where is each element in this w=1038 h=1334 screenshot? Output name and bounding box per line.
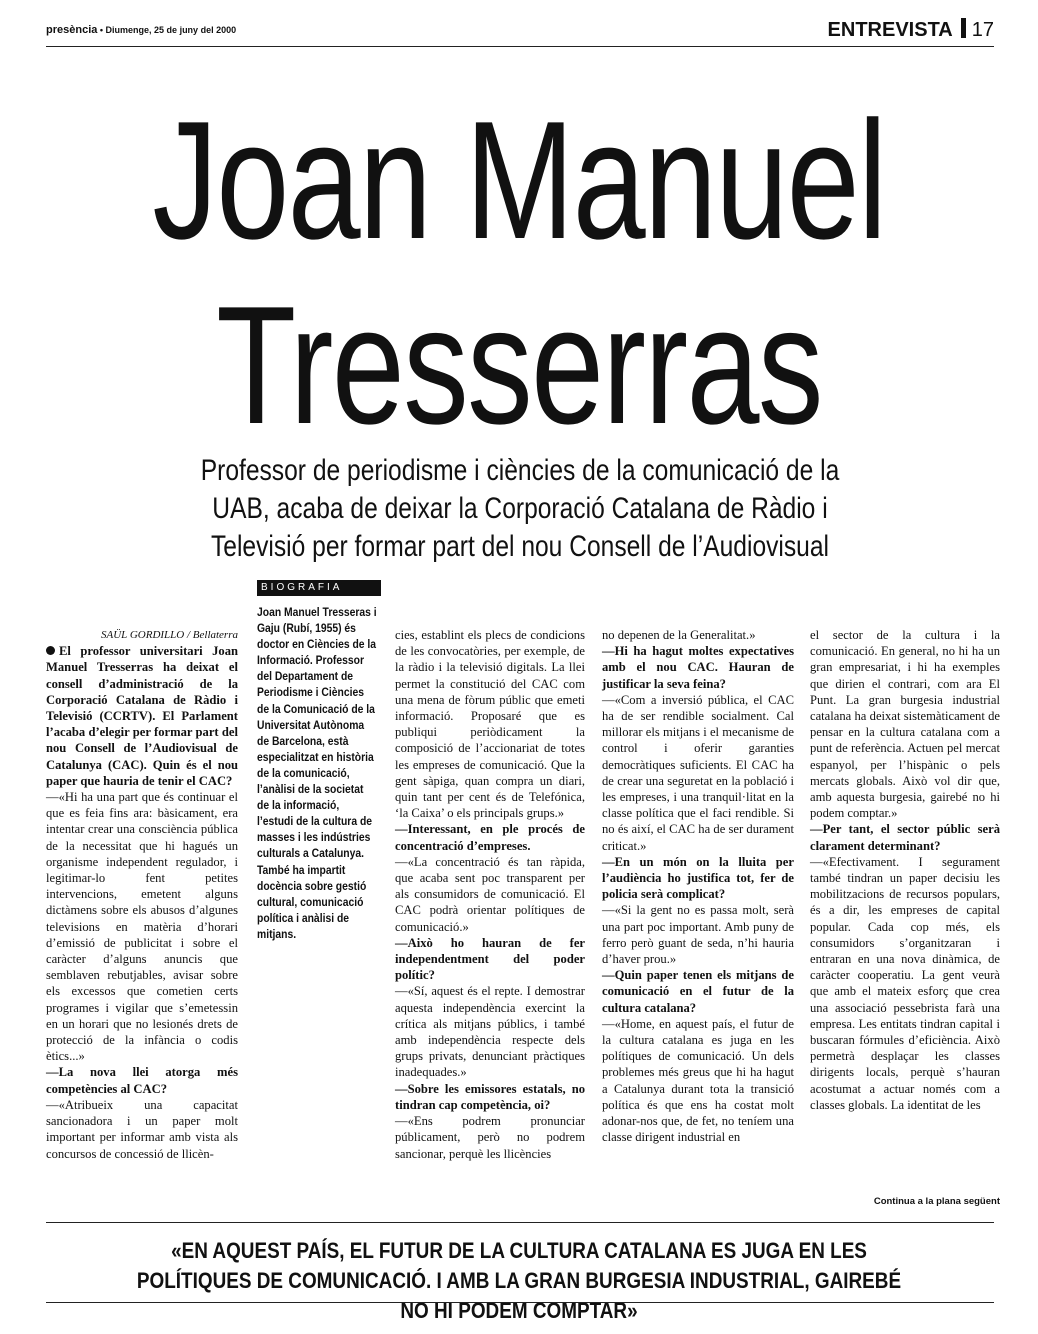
question-paragraph: —Sobre les emissores estatals, no tindran cap competència, oi? [395, 1081, 585, 1112]
pull-quote: «EN AQUEST PAÍS, EL FUTUR DE LA CULTURA CATALANA ES JUGA EN LES POLÍTIQUES DE COMUNICACIÓ. I AMB LA GRAN BURGESIA INDUSTRIAL, GAIREBÉ NO HI PODEM COMPTAR» [136, 1238, 902, 1323]
answer-paragraph: cies, establint els plecs de condicions de les convocatòries, per exemple, de la ràdio i la televisió digitals. La llei permet la constitució del CAC com una mena de fòrum públic que emeti informació. Proposaré que es publiqui periòdicament la composició de l’accionariat de totes les empreses de comunicació. Que la gent sàpiga, quan compra un diari, quin tant per cent és de Telefónica, ‘la Caixa’ o els principals grups.» [395, 628, 585, 821]
byline: SAÜL GORDILLO / Bellaterra [101, 629, 238, 641]
answer-paragraph: —«Atribueix una capacitat sancionadora i un paper molt important per informar amb vista als concursos de concessió de llicèn- [46, 1097, 238, 1161]
question-paragraph: —La nova llei atorga més competències al CAC? [46, 1065, 238, 1096]
question-paragraph: —En un món on la lluita per l’audiència ho justifica tot, fer de policia serà complicat? [602, 854, 794, 902]
question-paragraph: —Quin paper tenen els mitjans de comunicació en el futur de la cultura catalana? [602, 968, 794, 1015]
question-paragraph: —Per tant, el sector públic serà clarament determinant? [810, 822, 1000, 853]
answer-paragraph: —«Efectivament. I segurament també tindran un paper decisiu les mobilitzacions de recursos populars, és a dir, les empreses de capital popular. Cada cop més, els consumidors s’organitzaran i entraran en una nova dinàmica, de caràcter cooperatiu. La gent veurà que amb el mateix esforç que crea una associació pessebrista farà una empresa. Les entitats tindran capital i buscaran fórmules d’eficiència. Això permetrà desplaçar les classes dirigents locals, perquè s’hauran acostumat a actuar només com a classes globals. La identitat de les [810, 854, 1000, 1112]
continued-note: Continua a la plana següent [873, 1196, 1000, 1207]
answer-paragraph: —«Com a inversió pública, el CAC ha de ser rendible socialment. Cal millorar els mitjans i el mecanisme de control i oferir garanties democràtiques suficients. El CAC ha de crear una seguretat en la població i les empreses, i una tranquil·litat en la classe política que el faci rendible. Si no és així, el CAC ha de ser durament criticat.» [602, 692, 794, 853]
answer-paragraph: —«Ens podrem pronunciar públicament, però no podrem sancionar, perquè les llicències [395, 1114, 585, 1161]
section-name: ENTREVISTA [827, 19, 953, 41]
answer-paragraph: —«La concentració és tan ràpida, que acaba sent poc transparent per als consumidors de comunicació. El CAC podrà orientar polítiques de comunicació.» [395, 854, 585, 934]
article-column-1 [46, 627, 238, 1162]
publication-name: presència [46, 24, 98, 36]
question-paragraph: —Això ho hauran de fer independentment del poder polític? [395, 935, 585, 983]
article-column-2 [395, 627, 585, 1162]
issue-date: • Diumenge, 25 de juny del 2000 [99, 25, 237, 35]
headline-line-2: Tresserras [216, 271, 822, 459]
page-number: 17 [971, 19, 994, 41]
answer-paragraph: —«Si la gent no es passa molt, serà una part poc important. Amb puny de ferro però guant de seda, n’hi hauria d’haver prou.» [602, 903, 794, 967]
answer-paragraph: —«Hi ha una part que és continuar el que es feia fins ara: bàsicament, era intentar crear una consciència pública de la necessitat que hi hagués un organisme independent regulador, i legitimar-lo fent petites intervencions, emetent alguns dictàmens sobre els abusos d’algunes televisions en matèria d’horari d’emissió de publicitat i sobre el caràcter d’alguns anuncis que semblaven rebutjables, avisar sobre els excessos que cometien certs programes i vigilar que s’emetessin en un horari que no lesionés drets de protecció de la infància o codis ètics...» [46, 790, 238, 1064]
biography-text: Joan Manuel Tresseras i Gaju (Rubí, 1955) és doctor en Ciències de la Informació. Professor del Departament de Periodisme i Ciències de la Comunicació de la Universitat Autònoma de Barcelona, està especialitzat en història de la comunicació, l’anàlisi de la societat de la informació, l’estudi de la cultura de masses i les indústries culturals a Catalunya. També ha impartit docència sobre gestió cultural, comunicació política i anàlisi de mitjans. [257, 607, 377, 941]
subheadline: Professor de periodisme i ciències de la comunicació de la UAB, acaba de deixar la Corporació Catalana de Ràdio i Televisió per formar part del nou Consell de l’Audiovisual [200, 454, 840, 563]
article-column-4 [810, 627, 1000, 1113]
pull-quote-rule-bottom [46, 1302, 994, 1303]
question-paragraph: —Interessant, en ple procés de concentració d’empreses. [395, 822, 585, 853]
answer-paragraph: —«Sí, aquest és el repte. I demostrar aquesta independència exercint la crítica als mitjans públics, i també amb independència respecte dels grups privats, denunciant pràctiques inadequades.» [395, 984, 585, 1080]
answer-paragraph: el sector de la cultura i la comunicació. En general, no hi ha un gran empresariat, i hi ha exemples que dirien el contrari, com ara El Punt. La gran burgesia industrial catalana ha deixat sistemàticament de pensar en la cultura catalana com a punt de referència. Actuen pel mercat espanyol, per l’hispànic o pels mercats globals. Això vol dir que, amb aquesta burgesia, gairebé no hi podem comptar.» [810, 628, 1000, 821]
answer-paragraph: no depenen de la Generalitat.» [602, 628, 756, 642]
biography-label: BIOGRAFIA [257, 580, 381, 596]
bullet-icon [46, 646, 55, 655]
pull-quote-rule-top [46, 1222, 994, 1223]
lead-paragraph: El professor universitari Joan Manuel Tresserras ha deixat el consell d’administració de la Corporació Catalana de Ràdio i Televisió (CCRTV). El Parlament l’acaba d’elegir per formar part del nou Consell de l’Audiovisual de Catalunya (CAC). Quin és el nou paper que hauria de tenir el CAC? [46, 644, 238, 788]
answer-paragraph: —«Home, en aquest país, el futur de la cultura catalana es juga en les polítiques de comunicació. Un dels problemes més greus que hi ha hagut a Catalunya durant tota la transició política és que ens ha costat molt adonar-nos que, de fet, no teníem una classe dirigent industrial en [602, 1016, 794, 1145]
section-divider [961, 18, 966, 38]
header-rule [46, 46, 994, 47]
headline-line-1: Joan Manuel [152, 86, 886, 274]
question-paragraph: —Hi ha hagut moltes expectatives amb el nou CAC. Hauran de justificar la seva feina? [602, 644, 794, 691]
section-header [828, 18, 994, 42]
masthead [46, 24, 236, 36]
article-column-3 [602, 627, 794, 1146]
